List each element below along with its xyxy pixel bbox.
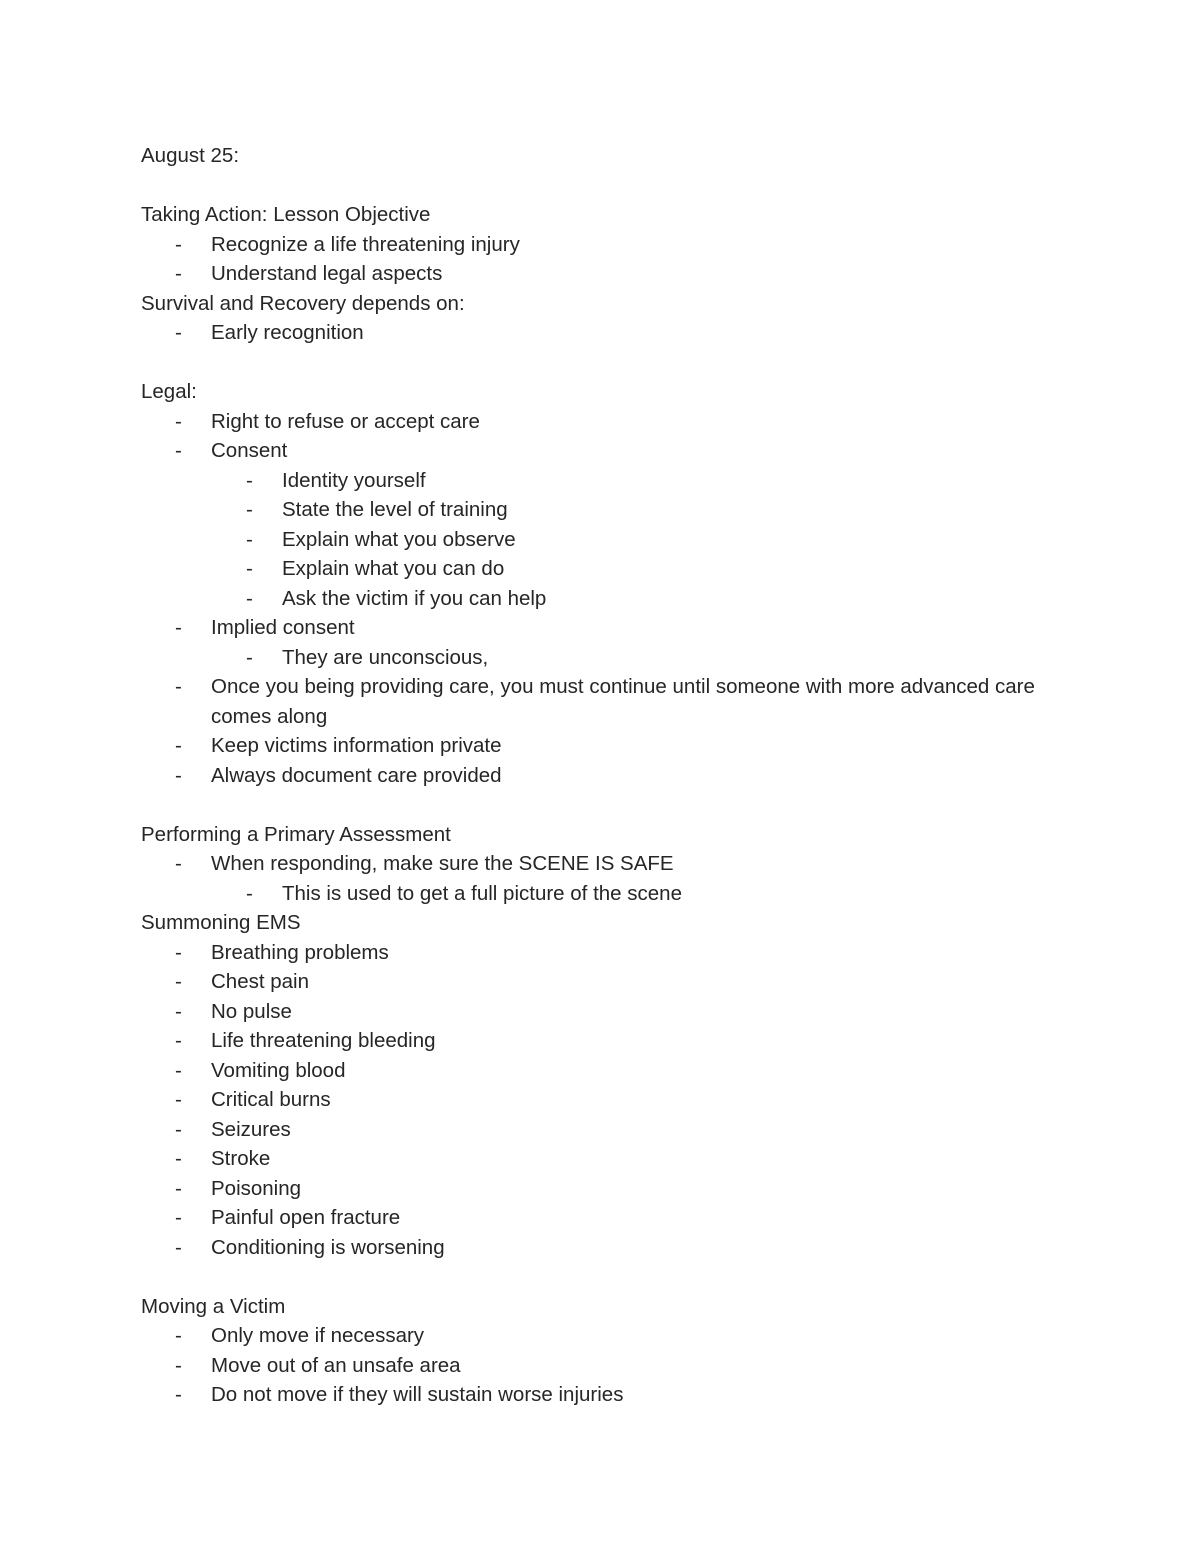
spacer — [141, 790, 1061, 820]
dash-bullet: - — [246, 881, 253, 905]
list-item — [141, 1174, 1061, 1204]
list-item — [141, 1056, 1061, 1086]
list-item — [141, 731, 1061, 761]
list-item — [141, 407, 1061, 437]
sub-list-item — [141, 584, 1061, 614]
list-item — [141, 613, 1061, 643]
list-item — [141, 1115, 1061, 1145]
list-item-text: Early recognition — [211, 321, 364, 344]
list-item-text: Poisoning — [211, 1176, 302, 1200]
dash-bullet: - — [175, 675, 182, 698]
dash-bullet: - — [175, 852, 182, 875]
dash-bullet: - — [175, 1147, 182, 1170]
dash-bullet: - — [175, 262, 182, 285]
list-item-text: Vomiting blood — [211, 1058, 346, 1082]
dash-bullet: - — [175, 616, 182, 639]
list-item — [141, 230, 1061, 260]
sub-list-item — [141, 879, 1061, 909]
document-body — [141, 141, 1061, 1410]
list-item — [141, 967, 1061, 997]
list-item — [141, 1233, 1061, 1263]
list-item-text: Explain what you observe — [282, 527, 516, 551]
list-item-text: Move out of an unsafe area — [211, 1353, 461, 1377]
section-heading-legal: Legal: — [141, 380, 197, 403]
list-item-text: Consent — [211, 439, 288, 462]
dash-bullet: - — [175, 999, 182, 1023]
list-item — [141, 672, 1061, 731]
dash-bullet: - — [175, 321, 182, 344]
dash-bullet: - — [175, 1117, 182, 1141]
section-heading-summoning-ems: Summoning EMS — [141, 911, 301, 934]
dash-bullet: - — [246, 498, 253, 521]
list-item-text: Implied consent — [211, 616, 355, 639]
list-item-text: Conditioning is worsening — [211, 1235, 445, 1259]
list-item — [141, 1026, 1061, 1056]
section-heading-taking-action: Taking Action: Lesson Objective — [141, 203, 431, 226]
date-heading: August 25: — [141, 144, 240, 167]
list-item — [141, 997, 1061, 1027]
spacer — [141, 1262, 1061, 1292]
list-item-text: No pulse — [211, 999, 292, 1023]
list-item — [141, 436, 1061, 466]
sub-list-item — [141, 554, 1061, 584]
section-heading-survival: Survival and Recovery depends on: — [141, 291, 465, 315]
dash-bullet: - — [175, 1088, 182, 1111]
dash-bullet: - — [175, 763, 182, 787]
list-item — [141, 761, 1061, 791]
dash-bullet: - — [175, 1353, 182, 1377]
list-item — [141, 1321, 1061, 1351]
dash-bullet: - — [175, 734, 182, 757]
list-item-text: Chest pain — [211, 970, 310, 993]
list-item-text: This is used to get a full picture of the scene — [282, 881, 682, 905]
dash-bullet: - — [175, 1383, 182, 1406]
list-item — [141, 1144, 1061, 1174]
dash-bullet: - — [175, 1206, 182, 1229]
dash-bullet: - — [175, 232, 182, 256]
spacer — [141, 171, 1061, 201]
dash-bullet: - — [175, 1058, 182, 1082]
list-item-text: Right to refuse or accept care — [211, 409, 480, 433]
dash-bullet: - — [175, 1176, 182, 1200]
list-item-text: Identity yourself — [282, 468, 426, 492]
list-item — [141, 849, 1061, 879]
dash-bullet: - — [175, 970, 182, 993]
list-item-text: Understand legal aspects — [211, 262, 443, 285]
dash-bullet: - — [246, 468, 253, 492]
spacer — [141, 348, 1061, 378]
list-item-text: Breathing problems — [211, 940, 389, 964]
list-item-text: Do not move if they will sustain worse injuries — [211, 1383, 624, 1406]
list-item — [141, 1380, 1061, 1410]
list-item — [141, 938, 1061, 968]
dash-bullet: - — [175, 439, 182, 462]
list-item-text: Stroke — [211, 1147, 271, 1170]
list-item-text: Only move if necessary — [211, 1324, 425, 1347]
list-item-text: Ask the victim if you can help — [282, 586, 547, 610]
sub-list-item — [141, 525, 1061, 555]
dash-bullet: - — [246, 527, 253, 551]
section-heading-moving-victim: Moving a Victim — [141, 1294, 286, 1318]
sub-list-item — [141, 495, 1061, 525]
section-heading-primary-assessment: Performing a Primary Assessment — [141, 822, 451, 846]
sub-list-item — [141, 466, 1061, 496]
dash-bullet: - — [175, 940, 182, 964]
dash-bullet: - — [175, 1324, 182, 1347]
dash-bullet: - — [175, 1235, 182, 1259]
dash-bullet: - — [175, 409, 182, 433]
list-item-text: Recognize a life threatening injury — [211, 232, 520, 256]
list-item-text: State the level of training — [282, 498, 508, 521]
list-item-text: When responding, make sure the SCENE IS SAFE — [211, 852, 674, 875]
list-item — [141, 1351, 1061, 1381]
dash-bullet: - — [175, 1029, 182, 1052]
list-item-text: Critical burns — [211, 1088, 331, 1111]
list-item-text: They are unconscious, — [282, 645, 489, 669]
list-item-text: Painful open fracture — [211, 1206, 401, 1229]
list-item — [141, 259, 1061, 289]
dash-bullet: - — [246, 557, 253, 580]
list-item-text: Seizures — [211, 1117, 291, 1141]
dash-bullet: - — [246, 586, 253, 610]
list-item-text: Life threatening bleeding — [211, 1029, 436, 1052]
list-item — [141, 318, 1061, 348]
dash-bullet: - — [246, 645, 253, 669]
list-item — [141, 1085, 1061, 1115]
sub-list-item — [141, 643, 1061, 673]
list-item — [141, 1203, 1061, 1233]
list-item-text: Once you being providing care, you must continue until someone with more advanced care comes along — [211, 675, 1035, 728]
list-item-text: Always document care provided — [211, 763, 502, 787]
list-item-text: Keep victims information private — [211, 734, 502, 757]
list-item-text: Explain what you can do — [282, 557, 505, 580]
